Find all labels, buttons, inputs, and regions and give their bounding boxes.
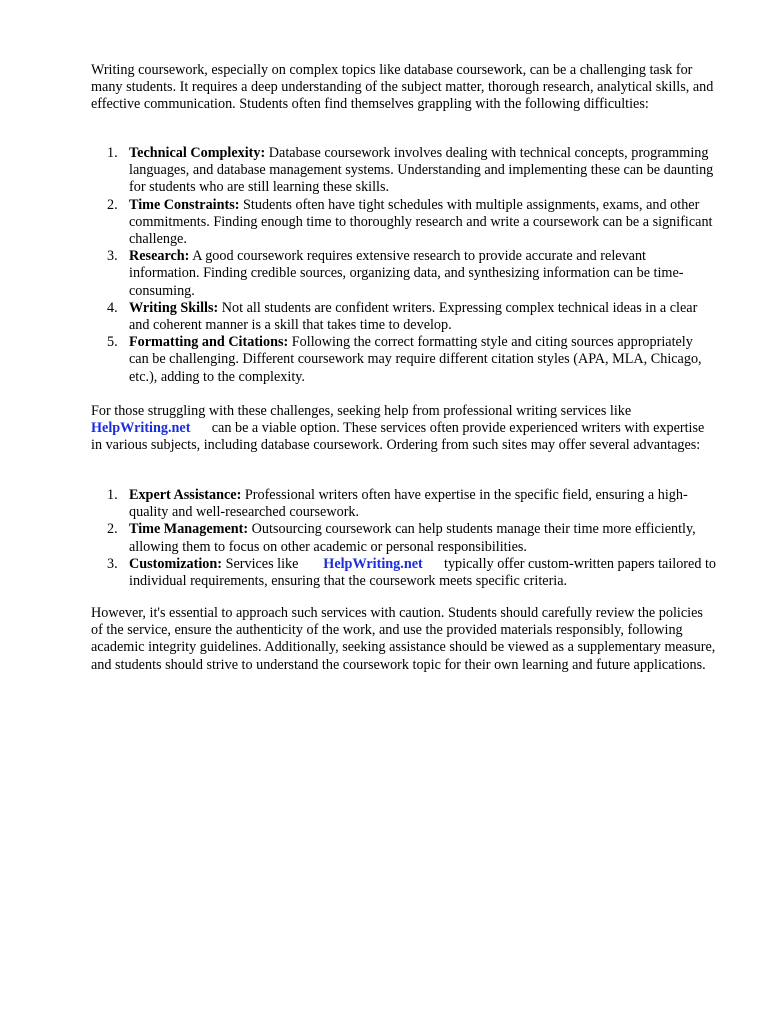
item-text: Students often have tight schedules with multiple assignments, exams, and other commitments. Finding enough time to thoroughly research and write a coursework can be a significant challenge. xyxy=(129,196,713,248)
list-item xyxy=(91,300,716,334)
item-text-before: Services like xyxy=(225,555,299,572)
help-paragraph xyxy=(91,403,716,455)
item-text-after: typically offer custom-written papers tailored to individual requirements, ensuring that the coursework meets specific criteria. xyxy=(129,555,716,590)
item-number: 2. xyxy=(107,196,118,213)
conclusion-paragraph: However, it's essential to approach such services with caution. Students should carefully review the policies of the service, ensure the authenticity of the work, and use the provided materials responsibly, following academic integrity guidelines. Additionally, seeking assistance should be viewed as a supplementary measure, and students should strive to understand the coursework topic for their own learning and future applications. xyxy=(91,605,716,673)
list-item xyxy=(91,556,716,590)
item-title: Time Constraints: xyxy=(129,196,240,213)
list-item xyxy=(91,145,716,197)
item-text: Professional writers often have expertise in the specific field, ensuring a high-quality and well-researched coursework. xyxy=(129,487,688,521)
helpwriting-link[interactable]: HelpWriting.net xyxy=(323,555,423,572)
item-number: 3. xyxy=(107,248,118,265)
list-item xyxy=(91,521,716,555)
item-title: Research: xyxy=(129,248,190,265)
list-item xyxy=(91,197,716,249)
item-title: Expert Assistance: xyxy=(129,487,242,503)
difficulties-list xyxy=(91,145,716,386)
item-text: Database coursework involves dealing with technical concepts, programming languages, and database management systems. Understanding and implementing these can be daunting for students who are still learning these skills. xyxy=(129,145,714,196)
help-text-before: For those struggling with these challenges, seeking help from professional writing services like xyxy=(91,403,632,419)
item-title: Customization: xyxy=(129,555,223,572)
item-number: 5. xyxy=(107,334,118,351)
item-text: Outsourcing coursework can help students manage their time more efficiently, allowing them to focus on other academic or personal responsibilities. xyxy=(129,521,696,555)
item-title: Technical Complexity: xyxy=(129,145,266,161)
item-number: 4. xyxy=(107,299,118,316)
item-text: Not all students are confident writers. Expressing complex technical ideas in a clear and coherent manner is a skill that takes time to develop. xyxy=(129,299,698,334)
list-item xyxy=(91,487,716,521)
item-text: A good coursework requires extensive research to provide accurate and relevant information. Finding credible sources, organizing data, and synthesizing information can be time-consuming. xyxy=(129,248,684,299)
item-number: 2. xyxy=(107,521,118,538)
item-number: 3. xyxy=(107,555,118,572)
item-title: Formatting and Citations: xyxy=(129,334,289,351)
item-number: 1. xyxy=(107,145,118,161)
advantages-list xyxy=(91,487,716,590)
list-item xyxy=(91,334,716,386)
help-text-after: can be a viable option. These services often provide experienced writers with expertise in various subjects, including database coursework. Ordering from such sites may offer several advantages: xyxy=(91,420,705,454)
intro-paragraph: Writing coursework, especially on complex topics like database coursework, can be a challenging task for many students. It requires a deep understanding of the subject matter, thorough research, analytical skills, and effective communication. Students often find themselves grappling with the following difficulties: xyxy=(91,62,714,113)
helpwriting-link[interactable]: HelpWriting.net xyxy=(91,420,191,437)
item-title: Writing Skills: xyxy=(129,299,219,316)
item-text: Following the correct formatting style and citing sources appropriately can be challenging. Different coursework may require different citation styles (APA, MLA, Chicago, etc.), adding to the complexity. xyxy=(129,334,702,385)
list-item xyxy=(91,248,716,300)
item-number: 1. xyxy=(107,487,118,503)
item-title: Time Management: xyxy=(129,521,249,538)
